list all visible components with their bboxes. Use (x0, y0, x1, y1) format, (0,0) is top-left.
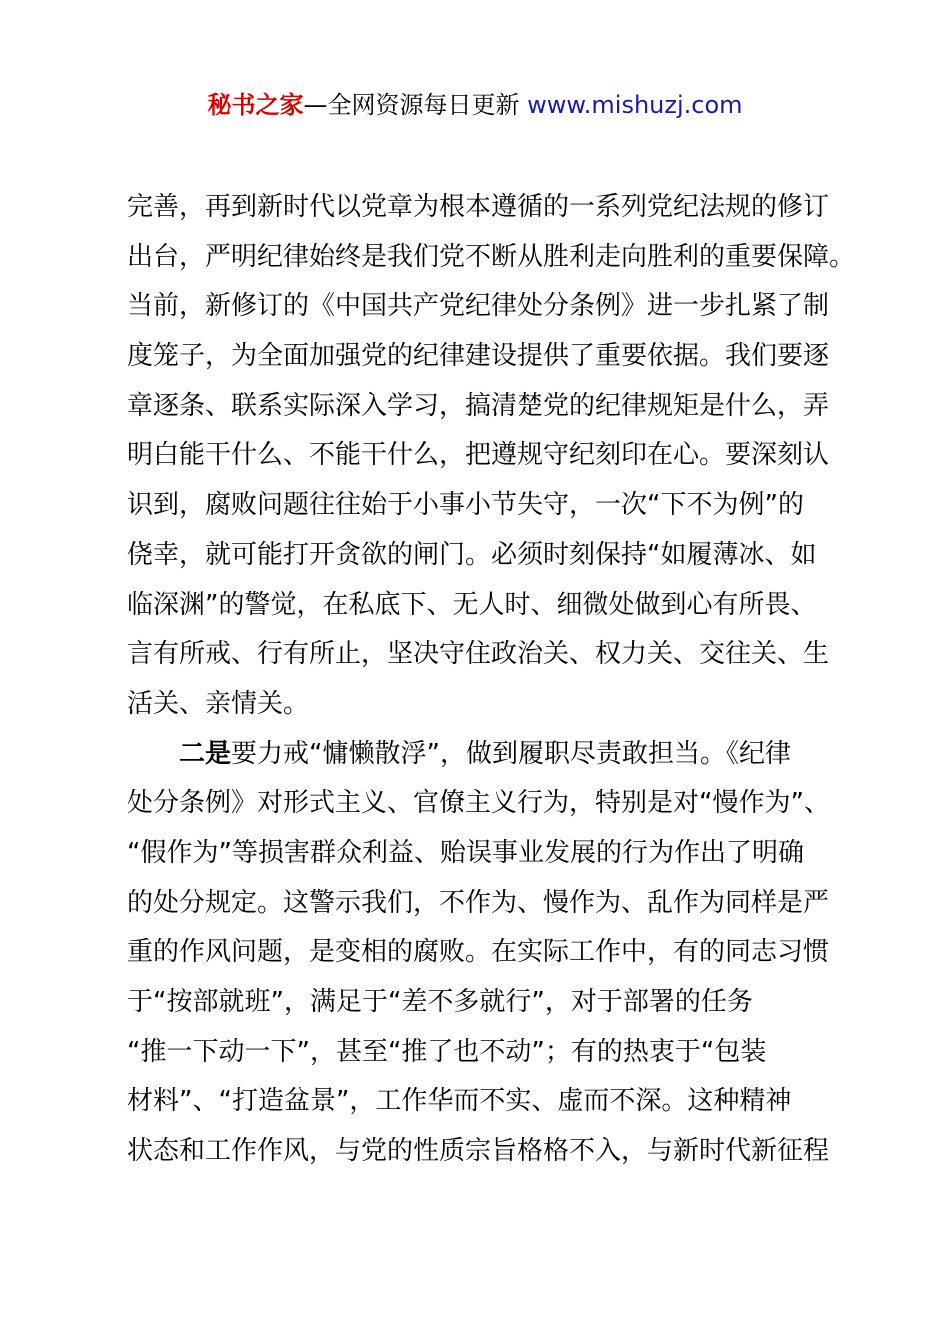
paragraph-lead-line (127, 730, 847, 780)
text-line: 完善，再到新时代以党章为根本遵循的一系列党纪法规的修订 (127, 192, 830, 222)
site-header (0, 88, 950, 122)
point-marker: 二是 (179, 738, 232, 769)
text-line: 状态和工作作风，与党的性质宗旨格格不入，与新时代新征程 (127, 1136, 830, 1167)
text-line: 材料”、“打造盆景”，工作华而不实、虚而不深。这种精神 (127, 1086, 792, 1117)
text-line: 的处分规定。这警示我们，不作为、慢作为、乱作为同样是严 (127, 887, 830, 918)
text-line: 明白能干什么、不能干什么，把遵规守纪刻印在心。要深刻认 (127, 440, 830, 471)
site-url[interactable]: www.mishuzj.com (527, 91, 743, 119)
text-line: “推一下动一下”，甚至“推了也不动”；有的热衷于“包装 (127, 1036, 767, 1067)
document-body (127, 183, 856, 1177)
brand-name: 秘书之家 (207, 91, 304, 119)
text-line: 于“按部就班”，满足于“差不多就行”，对于部署的任务 (127, 987, 753, 1017)
text-line: 处分条例》对形式主义、官僚主义行为，特别是对“慢作为”、 (127, 788, 830, 819)
text-line: 侥幸，就可能打开贪欲的闸门。必须时刻保持“如履薄冰、如 (127, 539, 817, 570)
text-line: 言有所戒、行有所止，坚决守住政治关、权力关、交往关、生 (127, 639, 830, 670)
site-slogan: —全网资源每日更新 (303, 91, 528, 119)
text-line: 临深渊”的警觉，在私底下、无人时、细微处做到心有所畏、 (127, 589, 817, 620)
lead-line-text: 要力戒“慵懒散浮”，做到履职尽责敢担当。《纪律 (231, 738, 791, 769)
text-line: 活关、亲情关。 (127, 688, 310, 719)
text-line: 重的作风问题，是变相的腐败。在实际工作中，有的同志习惯 (127, 937, 830, 968)
text-line: 识到，腐败问题往往始于小事小节失守，一次“下不为例”的 (127, 490, 804, 521)
text-line: 出台，严明纪律始终是我们党不断从胜利走向胜利的重要保障。 (127, 241, 856, 272)
text-line: 当前，新修订的《中国共产党纪律处分条例》进一步扎紧了制 (127, 291, 830, 322)
text-line: 章逐条、联系实际深入学习，搞清楚党的纪律规矩是什么，弄 (127, 390, 830, 421)
text-line: 度笼子，为全面加强党的纪律建设提供了重要依据。我们要逐 (127, 341, 830, 372)
text-line: “假作为”等损害群众利益、贻误事业发展的行为作出了明确 (127, 837, 804, 868)
